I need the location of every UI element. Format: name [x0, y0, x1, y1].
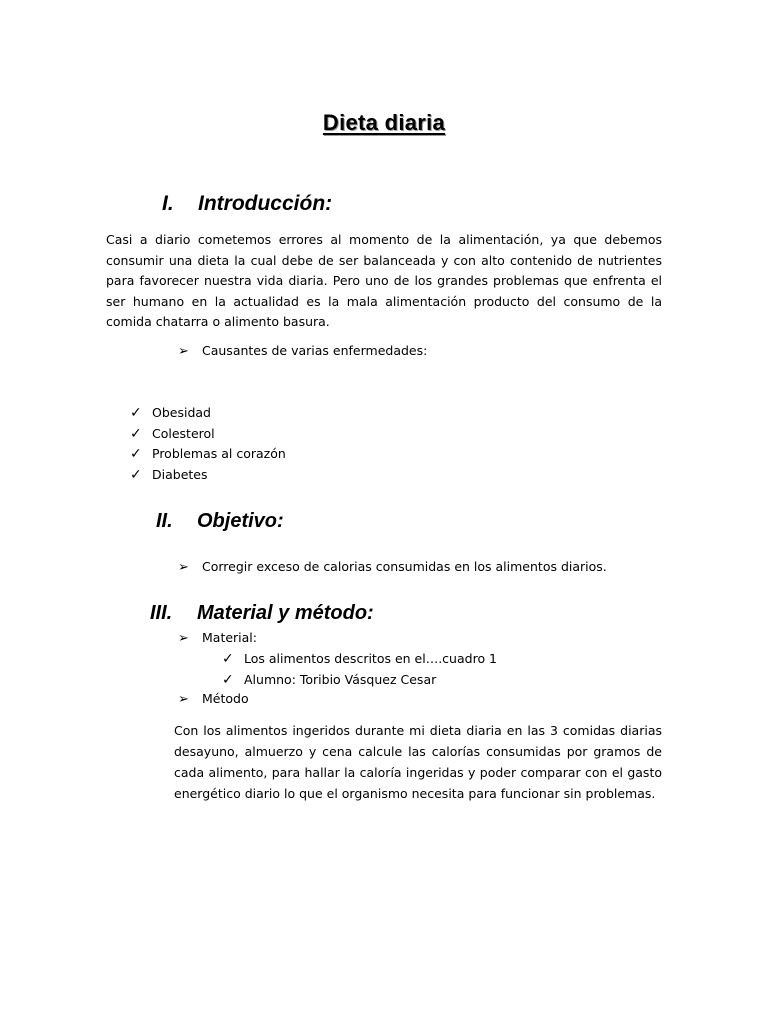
check-icon: ✓: [130, 405, 142, 421]
check-icon: ✓: [222, 651, 234, 667]
section-2-title: Objetivo:: [197, 510, 284, 532]
section-3-title: Material y método:: [197, 602, 374, 624]
section-1-title: Introducción:: [198, 192, 333, 215]
list-item: ✓ Diabetes: [130, 465, 286, 486]
intro-paragraph: Casi a diario cometemos errores al momento de la alimentación, ya que debemos consumir una dieta la cual debe de ser balanceada y con alto contenido de nutrientes para favorecer nuestra vida diaria. Pero uno de los grandes problemas que enfrenta el ser humano en la actualidad es la mala alimentación producto del consumo de la comida chatarra o alimento basura.: [106, 232, 662, 329]
list-item: ✓ Problemas al corazón: [130, 444, 286, 465]
check-icon: ✓: [130, 425, 142, 442]
disease-list: [130, 403, 286, 485]
material-label: Material:: [202, 630, 257, 645]
causes-label: Causantes de varias enfermedades:: [202, 343, 428, 358]
section-3-heading: [150, 602, 374, 625]
check-icon: ✓: [222, 671, 234, 688]
section-3-number: III.: [150, 602, 173, 624]
list-item: ✓ Colesterol: [130, 424, 286, 445]
method-paragraph: Con los alimentos ingeridos durante mi dieta diaria en las 3 comidas diarias desayuno, almuerzo y cena calcule las calorías consumidas por gramos de cada alimento, para hallar la caloría ingeridas y poder comparar con el gasto energético diario lo que el organismo necesita para funcionar sin problemas.: [174, 723, 662, 801]
section-1-heading: [162, 192, 332, 216]
method-arrow-item: [178, 689, 249, 711]
list-item: ✓ Alumno: Toribio Vásquez Cesar: [222, 670, 497, 691]
document-title: Dieta diaria: [322, 110, 446, 135]
list-item: ✓ Obesidad: [130, 403, 286, 424]
material-arrow-item: [178, 628, 257, 650]
objective-arrow-item: [178, 557, 607, 579]
method-label: Método: [202, 691, 249, 706]
check-icon: ✓: [130, 466, 142, 483]
objective-text: Corregir exceso de calorias consumidas en los alimentos diarios.: [202, 559, 607, 574]
check-icon: ✓: [130, 446, 142, 462]
material-list: [222, 649, 497, 690]
section-2-number: II.: [156, 510, 173, 532]
section-1-number: I.: [162, 192, 174, 215]
arrow-bullet-icon: ➢: [178, 560, 189, 575]
arrow-bullet-icon: ➢: [178, 692, 189, 707]
arrow-bullet-icon: ➢: [178, 344, 189, 359]
list-item: ✓ Los alimentos descritos en el….cuadro 1: [222, 649, 497, 670]
causes-arrow-item: [178, 341, 427, 363]
section-2-heading: [156, 510, 284, 533]
arrow-bullet-icon: ➢: [178, 631, 189, 646]
